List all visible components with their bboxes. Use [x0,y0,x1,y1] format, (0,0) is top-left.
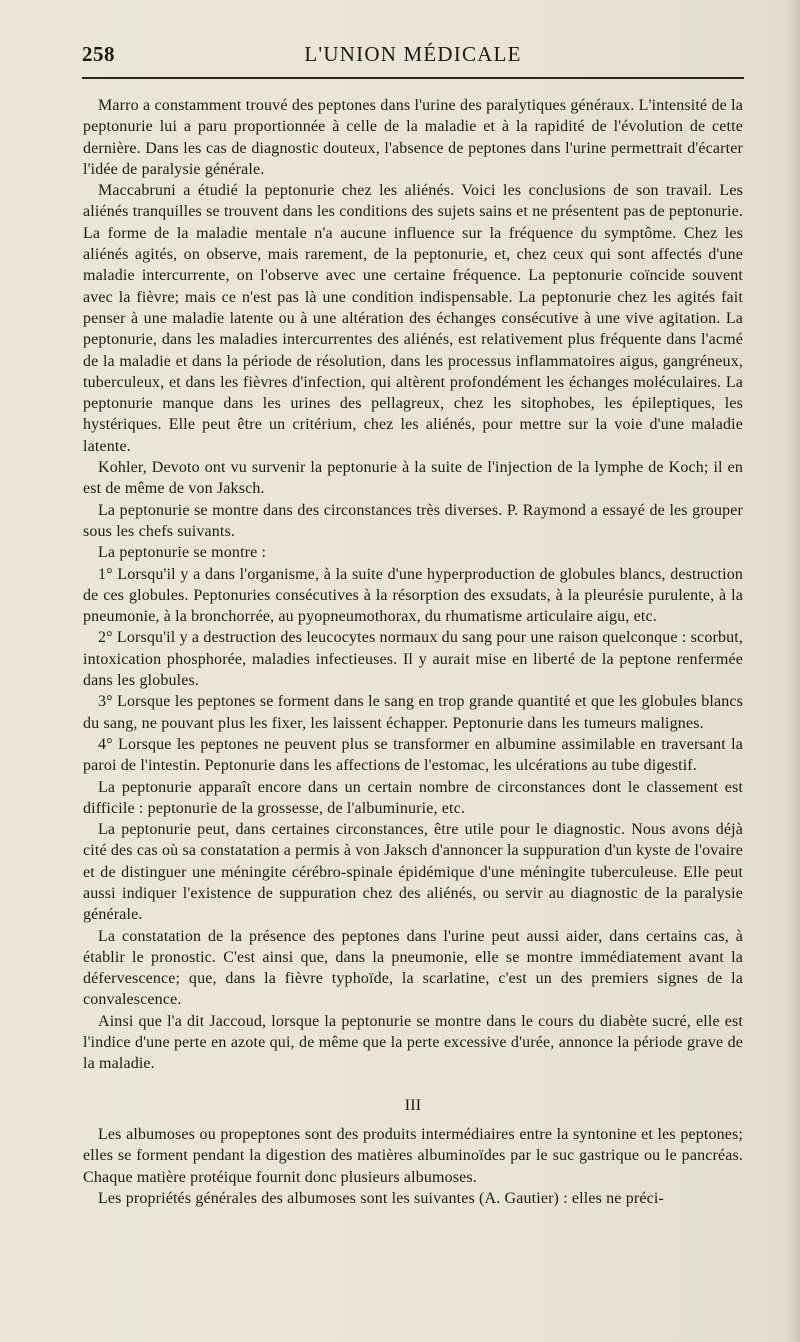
paragraph-jaccoud: Ainsi que l'a dit Jaccoud, lorsque la peptonurie se montre dans le cours du diabète sucré, elle est l'indice d'une perte en azote qui, de même que la perte excessive d'urée, annonce la période grave de la maladie. [83,1012,743,1073]
list-item-2: 2° Lorsqu'il y a destruction des leucocytes normaux du sang pour une raison quelconque : scorbut, intoxication phosphorée, maladies infectieuses. Il y aurait mise en liberté de la peptone renfermée dans les globules. [83,629,743,690]
section-numeral: III [404,1096,422,1114]
page-number: 258 [82,42,115,66]
paragraph-albumoses: Les albumoses ou propeptones sont des produits intermédiaires entre la syntonine et les peptones; elles se forment pendant la digestion des matières albuminoïdes par le suc gastrique ou le pancréas. Chaque matière protéique fournit donc plusieurs albumoses. [83,1125,743,1186]
running-title: L'UNION MÉDICALE [304,42,522,66]
paragraph-proprietes: Les propriétés générales des albumoses sont les suivantes (A. Gautier) : elles ne préci- [98,1189,664,1207]
paragraph-kohler: Kohler, Devoto ont vu survenir la peptonurie à la suite de l'injection de la lymphe de Koch; il en est de même de von Jaksch. [83,459,743,498]
header-rule [82,77,744,79]
paragraph-maccabruni: Maccabruni a étudié la peptonurie chez les aliénés. Voici les conclusions de son travail. Les aliénés tranquilles se trouvent dans les conditions des sujets sains et ne présentent pas de peptonurie. La forme de la maladie mentale n'a aucune influence sur la fréquence du symptôme. Chez les aliénés agités, on observe, mais rarement, de la peptonurie, et, chez ceux qui sont affectés d'une maladie intercurrente, on l'observe avec une certaine fréquence. La peptonurie coïncide souvent avec la fièvre; mais ce n'est pas là une condition indispensable. La peptonurie chez les agités fait penser à une maladie latente ou à une altération des échanges consécutive à une vive agitation. La peptonurie, dans les maladies intercurrentes des aliénés, est relativement plus fréquente dans l'acmé de la maladie et dans la période de résolution, dans les processus inflammatoires aigus, gangréneux, tuberculeux, et dans les fièvres d'infection, qui altèrent profondément les échanges moléculaires. La peptonurie manque dans les urines des pellagreux, chez les sitophobes, les épileptiques, les hystériques. Elle peut être un critérium, chez les aliénés, pour mettre sur la voie d'une maladie latente. [83,182,743,455]
page-header [82,42,744,76]
list-item-3: 3° Lorsque les peptones se forment dans le sang en trop grande quantité et que les globules blancs du sang, ne pouvant plus les fixer, les laissent échapper. Peptonurie dans les tumeurs malignes. [83,693,743,732]
paragraph-raymond: La peptonurie se montre dans des circonstances très diverses. P. Raymond a essayé de les grouper sous les chefs suivants. [83,501,743,540]
paragraph-diagnostic: La peptonurie peut, dans certaines circonstances, être utile pour le diagnostic. Nous avons déjà cité des cas où sa constatation a permis à von Jaksch d'annoncer la suppuration d'un kyste de l'ovaire et de distinguer une méningite cérébro-spinale épidémique d'une méningite tuberculeuse. Elle peut aussi indiquer l'existence de suppuration chez des aliénés, ou servir au diagnostic de la paralysie générale. [83,821,743,924]
list-item-4: 4° Lorsque les peptones ne peuvent plus se transformer en albumine assimilable en traversant la paroi de l'intestin. Peptonurie dans les affections de l'estomac, les ulcérations au tube digestif. [83,735,743,775]
paragraph-circonstances: La peptonurie apparaît encore dans un certain nombre de circonstances dont le classement est difficile : peptonurie de la grossesse, de l'albuminurie, etc. [83,778,743,817]
paragraph-marro: Marro a constamment trouvé des peptones dans l'urine des paralytiques généraux. L'intensité de la peptonurie lui a paru proportionnée à celle de la maladie et à la rapidité de l'évolution de cette dernière. Dans les cas de diagnostic douteux, l'absence de peptones dans l'urine permettrait d'écarter l'idée de paralysie générale. [83,97,743,178]
paragraph-intro-list: La peptonurie se montre : [98,544,267,562]
paragraph-pronostic: La constatation de la présence des peptones dans l'urine peut aussi aider, dans certains cas, à établir le pronostic. C'est ainsi que, dans la pneumonie, elle se montre immédiatement avant la défervescence; que, dans la fièvre typhoïde, la scarlatine, c'est un des premiers signes de la convalescence. [83,927,743,1009]
page-edge-shadow [786,0,800,1342]
list-item-1: 1° Lorsqu'il y a dans l'organisme, à la suite d'une hyperproduction de globules blancs, destruction de ces globules. Peptonuries consécutives à la résorption des exsudats, à la pleurésie purulente, à la pneumonie, à la bronchorrée, au pyopneumothorax, du rhumatisme articulaire aigu, etc. [83,565,743,626]
body-text [83,95,743,1209]
